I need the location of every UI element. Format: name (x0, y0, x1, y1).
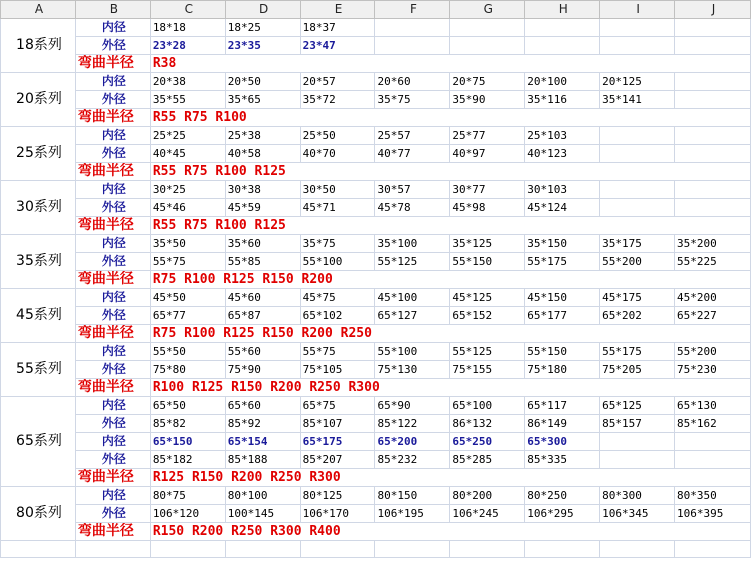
series-name-cell[interactable]: 80系列 (1, 487, 76, 541)
bend-radius-label[interactable]: 弯曲半径 (75, 55, 150, 73)
bend-radius-values[interactable]: R55 R75 R100 R125 (150, 217, 750, 235)
value-cell[interactable] (600, 37, 675, 55)
value-cell[interactable]: 85*92 (225, 415, 300, 433)
bend-radius-label[interactable]: 弯曲半径 (75, 469, 150, 487)
value-cell[interactable]: 45*71 (300, 199, 375, 217)
row-label-cell[interactable]: 外径 (75, 361, 150, 379)
bend-radius-values[interactable]: R75 R100 R125 R150 R200 R250 (150, 325, 750, 343)
value-cell[interactable] (600, 199, 675, 217)
empty-cell[interactable] (1, 541, 76, 558)
value-cell[interactable] (600, 181, 675, 199)
series-name-cell[interactable]: 25系列 (1, 127, 76, 181)
empty-cell[interactable] (150, 541, 225, 558)
value-cell[interactable]: 65*130 (675, 397, 751, 415)
table-row (1, 361, 751, 379)
series-name-cell[interactable]: 65系列 (1, 397, 76, 487)
value-cell[interactable]: 55*125 (450, 343, 525, 361)
value-cell[interactable]: 65*177 (525, 307, 600, 325)
value-cell[interactable]: 65*227 (675, 307, 751, 325)
value-cell[interactable]: 55*125 (375, 253, 450, 271)
value-cell[interactable]: 55*100 (375, 343, 450, 361)
value-cell[interactable]: 75*180 (525, 361, 600, 379)
value-cell[interactable]: 65*125 (600, 397, 675, 415)
value-cell[interactable]: 23*47 (300, 37, 375, 55)
value-cell[interactable] (375, 37, 450, 55)
value-cell[interactable]: 35*150 (525, 235, 600, 253)
value-cell[interactable]: 30*38 (225, 181, 300, 199)
value-cell[interactable]: 30*103 (525, 181, 600, 199)
value-cell[interactable]: 35*55 (150, 91, 225, 109)
value-cell[interactable]: 35*200 (675, 235, 751, 253)
bend-radius-row (1, 217, 751, 235)
column-header-j[interactable]: J (675, 1, 751, 19)
column-header-e[interactable]: E (300, 1, 375, 19)
bend-radius-values[interactable]: R38 (150, 55, 750, 73)
bend-radius-row (1, 325, 751, 343)
bend-radius-values[interactable]: R125 R150 R200 R250 R300 (150, 469, 750, 487)
value-cell[interactable]: 45*78 (375, 199, 450, 217)
row-label-cell[interactable]: 外径 (75, 415, 150, 433)
value-cell[interactable]: 65*100 (450, 397, 525, 415)
value-cell[interactable]: 40*45 (150, 145, 225, 163)
row-label-cell[interactable]: 内径 (75, 19, 150, 37)
value-cell[interactable] (600, 145, 675, 163)
value-cell[interactable] (525, 19, 600, 37)
value-cell[interactable]: 55*150 (450, 253, 525, 271)
value-cell[interactable]: 45*60 (225, 289, 300, 307)
value-cell[interactable]: 85*188 (225, 451, 300, 469)
value-cell[interactable]: 85*285 (450, 451, 525, 469)
value-cell[interactable]: 35*116 (525, 91, 600, 109)
value-cell[interactable]: 35*50 (150, 235, 225, 253)
empty-cell[interactable] (225, 541, 300, 558)
bend-radius-values[interactable]: R150 R200 R250 R300 R400 (150, 523, 750, 541)
table-row (1, 289, 751, 307)
value-cell[interactable]: 35*100 (375, 235, 450, 253)
value-cell[interactable]: 55*175 (525, 253, 600, 271)
row-label-cell[interactable]: 外径 (75, 505, 150, 523)
value-cell[interactable]: 85*122 (375, 415, 450, 433)
column-header-d[interactable]: D (225, 1, 300, 19)
value-cell[interactable]: 35*90 (450, 91, 525, 109)
value-cell[interactable]: 80*250 (525, 487, 600, 505)
bend-radius-values[interactable]: R75 R100 R125 R150 R200 (150, 271, 750, 289)
value-cell[interactable] (675, 433, 751, 451)
value-cell[interactable]: 85*207 (300, 451, 375, 469)
value-cell[interactable] (675, 199, 751, 217)
value-cell[interactable]: 80*200 (450, 487, 525, 505)
value-cell[interactable]: 25*50 (300, 127, 375, 145)
bend-radius-label[interactable]: 弯曲半径 (75, 109, 150, 127)
series-name-cell[interactable]: 18系列 (1, 19, 76, 73)
table-row (1, 73, 751, 91)
value-cell[interactable]: 65*60 (225, 397, 300, 415)
table-row (1, 19, 751, 37)
row-label-cell[interactable]: 外径 (75, 199, 150, 217)
value-cell[interactable]: 106*345 (600, 505, 675, 523)
value-cell[interactable]: 40*58 (225, 145, 300, 163)
value-cell[interactable]: 106*195 (375, 505, 450, 523)
value-cell[interactable] (525, 37, 600, 55)
value-cell[interactable]: 55*50 (150, 343, 225, 361)
table-row (1, 199, 751, 217)
row-label-cell[interactable]: 内径 (75, 289, 150, 307)
bend-radius-row (1, 163, 751, 181)
value-cell[interactable] (675, 127, 751, 145)
value-cell[interactable]: 35*75 (300, 235, 375, 253)
value-cell[interactable]: 65*50 (150, 397, 225, 415)
row-label-cell[interactable]: 外径 (75, 91, 150, 109)
value-cell[interactable]: 40*70 (300, 145, 375, 163)
value-cell[interactable]: 18*37 (300, 19, 375, 37)
value-cell[interactable]: 40*97 (450, 145, 525, 163)
value-cell[interactable]: 45*200 (675, 289, 751, 307)
value-cell[interactable] (675, 145, 751, 163)
value-cell[interactable]: 106*120 (150, 505, 225, 523)
value-cell[interactable]: 40*77 (375, 145, 450, 163)
value-cell[interactable] (375, 19, 450, 37)
value-cell[interactable]: 85*232 (375, 451, 450, 469)
bend-radius-values[interactable]: R55 R75 R100 R125 (150, 163, 750, 181)
value-cell[interactable]: 45*59 (225, 199, 300, 217)
value-cell[interactable] (450, 19, 525, 37)
value-cell[interactable]: 100*145 (225, 505, 300, 523)
value-cell[interactable]: 55*75 (300, 343, 375, 361)
value-cell[interactable]: 65*117 (525, 397, 600, 415)
value-cell[interactable]: 65*87 (225, 307, 300, 325)
value-cell[interactable]: 55*75 (150, 253, 225, 271)
value-cell[interactable]: 75*90 (225, 361, 300, 379)
column-header-f[interactable]: F (375, 1, 450, 19)
series-name-cell[interactable]: 30系列 (1, 181, 76, 235)
value-cell[interactable] (675, 19, 751, 37)
row-label-cell[interactable]: 内径 (75, 127, 150, 145)
value-cell[interactable]: 45*46 (150, 199, 225, 217)
bend-radius-row (1, 379, 751, 397)
column-header-b[interactable]: B (75, 1, 150, 19)
value-cell[interactable]: 85*107 (300, 415, 375, 433)
value-cell[interactable]: 25*38 (225, 127, 300, 145)
empty-cell[interactable] (375, 541, 450, 558)
bend-radius-row (1, 469, 751, 487)
value-cell[interactable]: 45*125 (450, 289, 525, 307)
value-cell[interactable] (675, 451, 751, 469)
empty-row (1, 541, 751, 558)
value-cell[interactable]: 86*132 (450, 415, 525, 433)
table-row (1, 451, 751, 469)
value-cell[interactable] (450, 37, 525, 55)
value-cell[interactable]: 45*175 (600, 289, 675, 307)
row-label-cell[interactable]: 外径 (75, 307, 150, 325)
value-cell[interactable]: 65*102 (300, 307, 375, 325)
value-cell[interactable]: 55*85 (225, 253, 300, 271)
row-label-cell[interactable]: 外径 (75, 145, 150, 163)
row-label-cell[interactable]: 内径 (75, 397, 150, 415)
value-cell[interactable]: 80*75 (150, 487, 225, 505)
value-cell[interactable]: 30*77 (450, 181, 525, 199)
empty-cell[interactable] (525, 541, 600, 558)
value-cell[interactable]: 45*50 (150, 289, 225, 307)
value-cell[interactable]: 75*155 (450, 361, 525, 379)
empty-cell[interactable] (450, 541, 525, 558)
value-cell[interactable]: 80*125 (300, 487, 375, 505)
value-cell[interactable]: 80*150 (375, 487, 450, 505)
value-cell[interactable]: 20*100 (525, 73, 600, 91)
value-cell[interactable]: 65*77 (150, 307, 225, 325)
value-cell[interactable]: 75*230 (675, 361, 751, 379)
value-cell[interactable]: 65*127 (375, 307, 450, 325)
value-cell[interactable]: 30*57 (375, 181, 450, 199)
value-cell[interactable]: 65*250 (450, 433, 525, 451)
value-cell[interactable]: 30*25 (150, 181, 225, 199)
value-cell[interactable]: 86*149 (525, 415, 600, 433)
value-cell[interactable]: 65*90 (375, 397, 450, 415)
value-cell[interactable]: 20*50 (225, 73, 300, 91)
table-row (1, 253, 751, 271)
value-cell[interactable]: 35*60 (225, 235, 300, 253)
value-cell[interactable]: 106*295 (525, 505, 600, 523)
value-cell[interactable]: 35*175 (600, 235, 675, 253)
table-row (1, 433, 751, 451)
row-label-cell[interactable]: 外径 (75, 253, 150, 271)
column-header-row (1, 1, 751, 19)
value-cell[interactable]: 75*80 (150, 361, 225, 379)
value-cell[interactable]: 35*65 (225, 91, 300, 109)
row-label-cell[interactable]: 内径 (75, 235, 150, 253)
value-cell[interactable] (600, 19, 675, 37)
value-cell[interactable]: 80*350 (675, 487, 751, 505)
row-label-cell[interactable]: 外径 (75, 451, 150, 469)
value-cell[interactable]: 106*395 (675, 505, 751, 523)
value-cell[interactable]: 55*200 (600, 253, 675, 271)
value-cell[interactable]: 65*202 (600, 307, 675, 325)
table-row (1, 487, 751, 505)
value-cell[interactable]: 75*105 (300, 361, 375, 379)
empty-cell[interactable] (300, 541, 375, 558)
value-cell[interactable]: 65*150 (150, 433, 225, 451)
bend-radius-label[interactable]: 弯曲半径 (75, 217, 150, 235)
value-cell[interactable]: 45*124 (525, 199, 600, 217)
value-cell[interactable] (675, 91, 751, 109)
value-cell[interactable]: 65*154 (225, 433, 300, 451)
value-cell[interactable]: 23*28 (150, 37, 225, 55)
value-cell[interactable]: 45*100 (375, 289, 450, 307)
column-header-c[interactable]: C (150, 1, 225, 19)
bend-radius-values[interactable]: R55 R75 R100 (150, 109, 750, 127)
value-cell[interactable]: 55*150 (525, 343, 600, 361)
value-cell[interactable] (600, 433, 675, 451)
value-cell[interactable]: 106*170 (300, 505, 375, 523)
column-header-i[interactable]: I (600, 1, 675, 19)
series-name-cell[interactable]: 35系列 (1, 235, 76, 289)
value-cell[interactable]: 75*130 (375, 361, 450, 379)
bend-radius-row (1, 271, 751, 289)
bend-radius-label[interactable]: 弯曲半径 (75, 271, 150, 289)
value-cell[interactable]: 85*182 (150, 451, 225, 469)
value-cell[interactable]: 25*57 (375, 127, 450, 145)
bend-radius-label[interactable]: 弯曲半径 (75, 523, 150, 541)
value-cell[interactable]: 80*300 (600, 487, 675, 505)
value-cell[interactable]: 25*103 (525, 127, 600, 145)
value-cell[interactable]: 45*150 (525, 289, 600, 307)
table-row (1, 415, 751, 433)
value-cell[interactable]: 85*82 (150, 415, 225, 433)
value-cell[interactable]: 85*157 (600, 415, 675, 433)
value-cell[interactable] (675, 73, 751, 91)
value-cell[interactable]: 20*38 (150, 73, 225, 91)
bend-radius-label[interactable]: 弯曲半径 (75, 163, 150, 181)
value-cell[interactable]: 23*35 (225, 37, 300, 55)
value-cell[interactable]: 65*75 (300, 397, 375, 415)
table-row (1, 235, 751, 253)
series-name-cell[interactable]: 20系列 (1, 73, 76, 127)
bend-radius-row (1, 55, 751, 73)
row-label-cell[interactable]: 内径 (75, 433, 150, 451)
column-header-a[interactable]: A (1, 1, 76, 19)
row-label-cell[interactable]: 内径 (75, 343, 150, 361)
series-name-cell[interactable]: 55系列 (1, 343, 76, 397)
value-cell[interactable]: 40*123 (525, 145, 600, 163)
table-row (1, 91, 751, 109)
value-cell[interactable]: 55*100 (300, 253, 375, 271)
value-cell[interactable]: 85*162 (675, 415, 751, 433)
value-cell[interactable]: 30*50 (300, 181, 375, 199)
value-cell[interactable] (600, 451, 675, 469)
table-row (1, 37, 751, 55)
row-label-cell[interactable]: 外径 (75, 37, 150, 55)
value-cell[interactable] (675, 37, 751, 55)
empty-cell[interactable] (75, 541, 150, 558)
value-cell[interactable]: 80*100 (225, 487, 300, 505)
table-row (1, 145, 751, 163)
value-cell[interactable] (675, 181, 751, 199)
value-cell[interactable]: 25*25 (150, 127, 225, 145)
table-row (1, 343, 751, 361)
bend-radius-label[interactable]: 弯曲半径 (75, 325, 150, 343)
value-cell[interactable]: 20*60 (375, 73, 450, 91)
table-row (1, 505, 751, 523)
table-row (1, 307, 751, 325)
value-cell[interactable]: 55*225 (675, 253, 751, 271)
value-cell[interactable]: 35*125 (450, 235, 525, 253)
value-cell[interactable]: 65*200 (375, 433, 450, 451)
empty-cell[interactable] (600, 541, 675, 558)
value-cell[interactable]: 20*57 (300, 73, 375, 91)
value-cell[interactable]: 20*75 (450, 73, 525, 91)
bend-radius-values[interactable]: R100 R125 R150 R200 R250 R300 (150, 379, 750, 397)
value-cell[interactable]: 65*152 (450, 307, 525, 325)
value-cell[interactable]: 85*335 (525, 451, 600, 469)
value-cell[interactable]: 18*18 (150, 19, 225, 37)
table-row (1, 397, 751, 415)
value-cell[interactable]: 106*245 (450, 505, 525, 523)
bend-radius-row (1, 109, 751, 127)
value-cell[interactable]: 35*72 (300, 91, 375, 109)
value-cell[interactable]: 55*175 (600, 343, 675, 361)
row-label-cell[interactable]: 内径 (75, 73, 150, 91)
value-cell[interactable]: 75*205 (600, 361, 675, 379)
value-cell[interactable]: 25*77 (450, 127, 525, 145)
value-cell[interactable]: 18*25 (225, 19, 300, 37)
value-cell[interactable]: 20*125 (600, 73, 675, 91)
value-cell[interactable]: 65*300 (525, 433, 600, 451)
bend-radius-row (1, 523, 751, 541)
table-row (1, 127, 751, 145)
empty-cell[interactable] (675, 541, 751, 558)
bend-radius-label[interactable]: 弯曲半径 (75, 379, 150, 397)
series-name-cell[interactable]: 45系列 (1, 289, 76, 343)
value-cell[interactable]: 65*175 (300, 433, 375, 451)
row-label-cell[interactable]: 内径 (75, 181, 150, 199)
value-cell[interactable]: 55*60 (225, 343, 300, 361)
column-header-g[interactable]: G (450, 1, 525, 19)
value-cell[interactable]: 35*141 (600, 91, 675, 109)
row-label-cell[interactable]: 内径 (75, 487, 150, 505)
table-row (1, 181, 751, 199)
value-cell[interactable] (600, 127, 675, 145)
value-cell[interactable]: 35*75 (375, 91, 450, 109)
column-header-h[interactable]: H (525, 1, 600, 19)
value-cell[interactable]: 45*98 (450, 199, 525, 217)
value-cell[interactable]: 55*200 (675, 343, 751, 361)
value-cell[interactable]: 45*75 (300, 289, 375, 307)
